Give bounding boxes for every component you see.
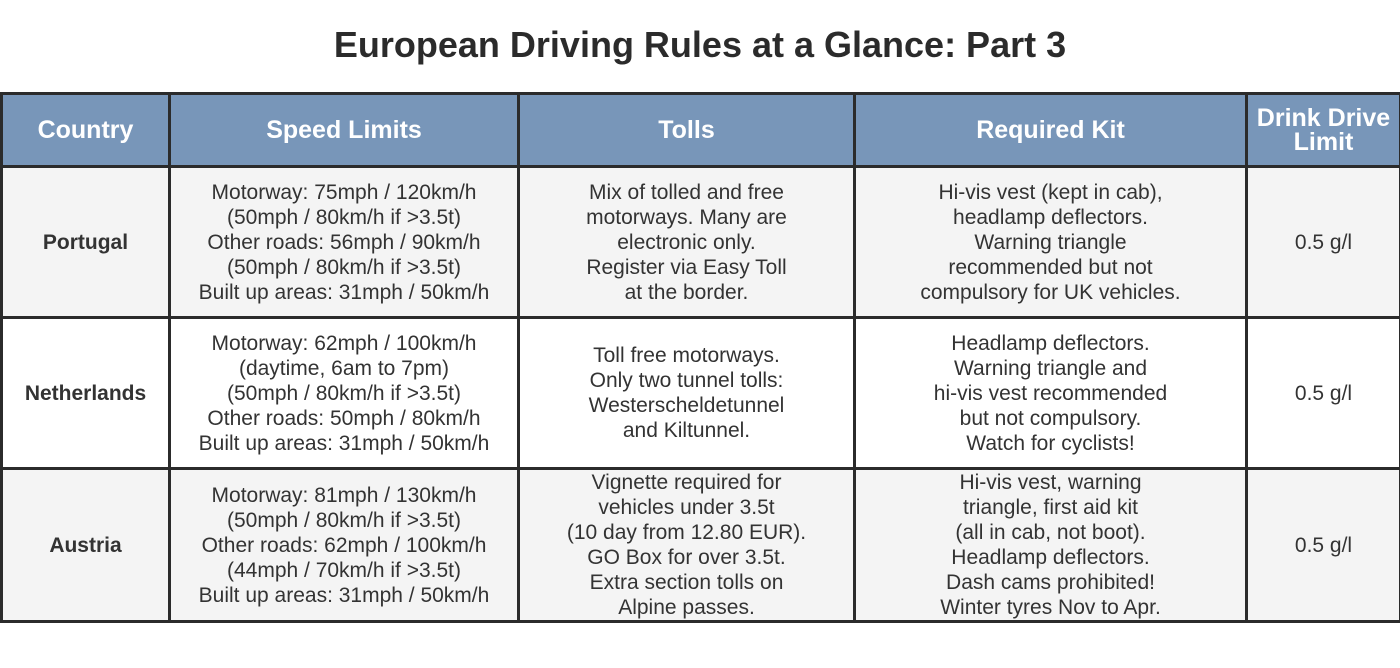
- speed-line: (50mph / 80km/h if >3.5t): [226, 255, 462, 279]
- tolls-line: and Kiltunnel.: [622, 419, 751, 442]
- speed-line: Motorway: 81mph / 130km/h: [211, 483, 477, 507]
- page-title: European Driving Rules at a Glance: Part 3: [333, 24, 1067, 65]
- kit-line: triangle, first aid kit: [962, 496, 1139, 519]
- tolls-cell: [519, 469, 855, 622]
- kit-line: Warning triangle: [974, 230, 1127, 254]
- kit-line: Headlamp deflectors.: [951, 331, 1150, 355]
- kit-line: Warning triangle and: [954, 356, 1147, 380]
- tolls-line: vehicles under 3.5t: [598, 496, 775, 519]
- tolls-cell: [519, 167, 855, 318]
- speed-limits-cell: [170, 318, 519, 469]
- kit-line: (all in cab, not boot).: [955, 521, 1146, 544]
- required-kit-cell: [855, 318, 1247, 469]
- tolls-line: Extra section tolls on: [589, 571, 784, 594]
- speed-line: Motorway: 62mph / 100km/h: [211, 331, 477, 355]
- tolls-line: GO Box for over 3.5t.: [587, 546, 786, 569]
- header-speed-limits: Speed Limits: [170, 94, 519, 167]
- tolls-line: at the border.: [624, 280, 749, 304]
- speed-line: Built up areas: 31mph / 50km/h: [198, 583, 490, 607]
- tolls-line: motorways. Many are: [586, 205, 787, 229]
- header-drink-drive-line1: Drink Drive: [1256, 104, 1391, 132]
- kit-line: Hi-vis vest (kept in cab),: [938, 180, 1163, 204]
- tolls-line: Alpine passes.: [618, 596, 755, 619]
- speed-line: Motorway: 75mph / 120km/h: [211, 180, 477, 204]
- country-cell: Austria: [2, 469, 170, 622]
- kit-line: recommended but not: [948, 255, 1153, 279]
- driving-rules-table: [0, 92, 1400, 623]
- header-tolls: Tolls: [519, 94, 855, 167]
- table-row-portugal: [2, 167, 1400, 318]
- tolls-line: Register via Easy Toll: [586, 255, 787, 279]
- country-cell: Netherlands: [2, 318, 170, 469]
- speed-line: Other roads: 50mph / 80km/h: [207, 406, 481, 430]
- header-drink-drive-limit: [1247, 94, 1400, 167]
- drink-drive-limit-cell: 0.5 g/l: [1247, 469, 1400, 622]
- table-row-austria: [2, 469, 1400, 622]
- drink-drive-limit-cell: 0.5 g/l: [1247, 167, 1400, 318]
- speed-line: (50mph / 80km/h if >3.5t): [226, 205, 462, 229]
- tolls-line: electronic only.: [617, 230, 756, 254]
- required-kit-cell: [855, 167, 1247, 318]
- tolls-line: Toll free motorways.: [593, 344, 780, 367]
- drink-drive-limit-cell: 0.5 g/l: [1247, 318, 1400, 469]
- kit-line: Dash cams prohibited!: [946, 571, 1155, 594]
- tolls-line: Westerscheldetunnel: [588, 394, 785, 417]
- speed-line: (50mph / 80km/h if >3.5t): [226, 508, 462, 532]
- kit-line: hi-vis vest recommended: [933, 381, 1168, 405]
- kit-line: Headlamp deflectors.: [951, 546, 1150, 569]
- required-kit-cell: [855, 469, 1247, 622]
- tolls-cell: [519, 318, 855, 469]
- kit-line: Winter tyres Nov to Apr.: [940, 596, 1161, 619]
- header-required-kit: Required Kit: [855, 94, 1247, 167]
- kit-line: headlamp deflectors.: [953, 205, 1148, 229]
- kit-line: Watch for cyclists!: [966, 431, 1135, 455]
- tolls-line: Mix of tolled and free: [589, 180, 784, 204]
- kit-line: but not compulsory.: [959, 406, 1142, 430]
- speed-limits-cell: [170, 167, 519, 318]
- tolls-line: Only two tunnel tolls:: [589, 369, 784, 392]
- tolls-line: (10 day from 12.80 EUR).: [566, 521, 807, 544]
- kit-line: Hi-vis vest, warning: [959, 471, 1142, 494]
- header-country: Country: [2, 94, 170, 167]
- speed-line: Built up areas: 31mph / 50km/h: [198, 280, 490, 304]
- speed-limits-cell: [170, 469, 519, 622]
- table-header-row: [2, 94, 1400, 167]
- kit-line: compulsory for UK vehicles.: [920, 280, 1181, 304]
- speed-line: Other roads: 62mph / 100km/h: [201, 533, 487, 557]
- country-cell: Portugal: [2, 167, 170, 318]
- table-row-netherlands: [2, 318, 1400, 469]
- speed-line: Other roads: 56mph / 90km/h: [207, 230, 481, 254]
- speed-line: Built up areas: 31mph / 50km/h: [198, 431, 490, 455]
- speed-line: (daytime, 6am to 7pm): [238, 356, 450, 380]
- tolls-line: Vignette required for: [591, 471, 782, 494]
- speed-line: (44mph / 70km/h if >3.5t): [226, 558, 462, 582]
- header-drink-drive-line2: Limit: [1293, 128, 1354, 156]
- speed-line: (50mph / 80km/h if >3.5t): [226, 381, 462, 405]
